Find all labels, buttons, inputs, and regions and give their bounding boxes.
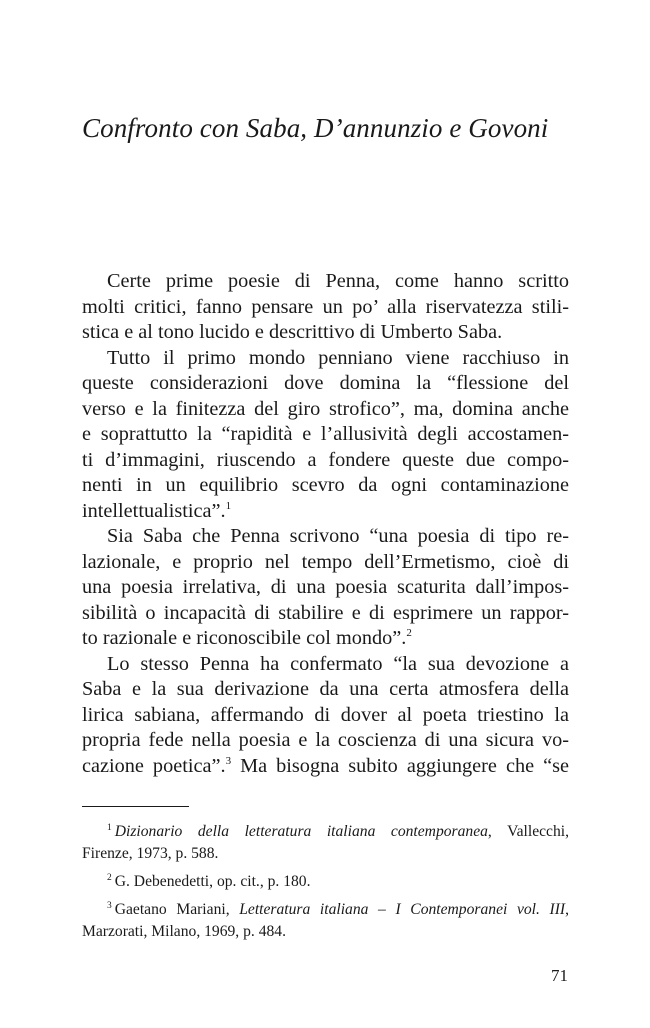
- text-line: propria fede nella poesia e la coscienza di una sicura vo-: [82, 729, 569, 751]
- text-line: $^3$ Gaetano Mariani, Letteratura italiana – I Contemporanei vol. III,: [107, 901, 570, 918]
- text-line: lazionale, e proprio nel tempo dell’Ermetismo, cioè di: [82, 550, 569, 573]
- text-line: nenti in un equilibrio scevro da ogni contaminazione: [82, 474, 569, 496]
- text-line: to razionale e riconoscibile col mondo”.$^2$: [82, 627, 412, 649]
- text-line: Saba e la sua derivazione da una certa atmosfera della: [82, 678, 569, 700]
- text-line: Firenze, 1973, p. 588.: [82, 845, 219, 862]
- text-line: una poesia irrelativa, di una poesia scaturita dall’impos-: [82, 576, 569, 598]
- text-line: molti critici, fanno pensare un po’ alla riservatezza stili-: [82, 295, 569, 318]
- text-line: stica e al tono lucido e descrittivo di Umberto Saba.: [82, 321, 503, 343]
- text-line: sibilità o incapacità di stabilire e di esprimere un rappor-: [82, 601, 569, 624]
- chapter-title: Confronto con Saba, D’annunzio e Govoni: [82, 113, 549, 143]
- footnote: [82, 821, 569, 865]
- paragraph: [82, 652, 569, 780]
- footnote-title: Letteratura italiana – I Contemporanei vol. III: [239, 901, 566, 918]
- footnote-ref[interactable]: 3: [225, 754, 232, 767]
- footnote-title: Dizionario della letteratura italiana contemporanea: [114, 823, 488, 840]
- text-line: intellettualistica”.$^1$: [82, 499, 232, 522]
- page-number: 71: [551, 966, 568, 985]
- text-line: Tutto il primo mondo penniano viene racchiuso in: [107, 346, 569, 369]
- footnote-number: 3: [107, 901, 112, 911]
- text-line: ti d’immagini, riuscendo a fondere queste due compo-: [82, 448, 569, 471]
- text-line: queste considerazioni dove domina la “flessione del: [82, 372, 569, 394]
- paragraph: [82, 524, 569, 652]
- text-line: Marzorati, Milano, 1969, p. 484.: [82, 923, 286, 940]
- text-line: verso e la finitezza del giro strofico”, ma, domina anche: [82, 397, 569, 420]
- text-line: $^2$ G. Debenedetti, op. cit., p. 180.: [107, 873, 311, 890]
- text-line: Certe prime poesie di Penna, come hanno scritto: [107, 270, 569, 292]
- text-line: $^1$ Dizionario della letteratura italiana contemporanea, Vallecchi,: [107, 823, 569, 840]
- footnote-number: 2: [107, 873, 112, 883]
- text-line: Sia Saba che Penna scrivono “una poesia di tipo re-: [107, 525, 569, 547]
- footnote: [82, 871, 569, 893]
- text-line: e soprattutto la “rapidità e l’allusività degli accostamen-: [82, 423, 569, 445]
- footnote-ref[interactable]: 2: [406, 627, 412, 639]
- footnote-divider: [82, 806, 189, 807]
- footnote: [82, 899, 569, 943]
- footnotes: [82, 821, 569, 949]
- text-line: Lo stesso Penna ha confermato “la sua devozione a: [107, 652, 569, 675]
- paragraph: [82, 346, 569, 525]
- footnote-number: 1: [107, 823, 112, 833]
- paragraph: [82, 269, 569, 346]
- text-line: cazione poetica”.$^3$ Ma bisogna subito aggiungere che “se: [82, 754, 570, 777]
- footnote-ref[interactable]: 1: [225, 499, 232, 512]
- body-text: [82, 269, 569, 779]
- text-line: lirica sabiana, affermando di dover al poeta triestino la: [82, 703, 569, 726]
